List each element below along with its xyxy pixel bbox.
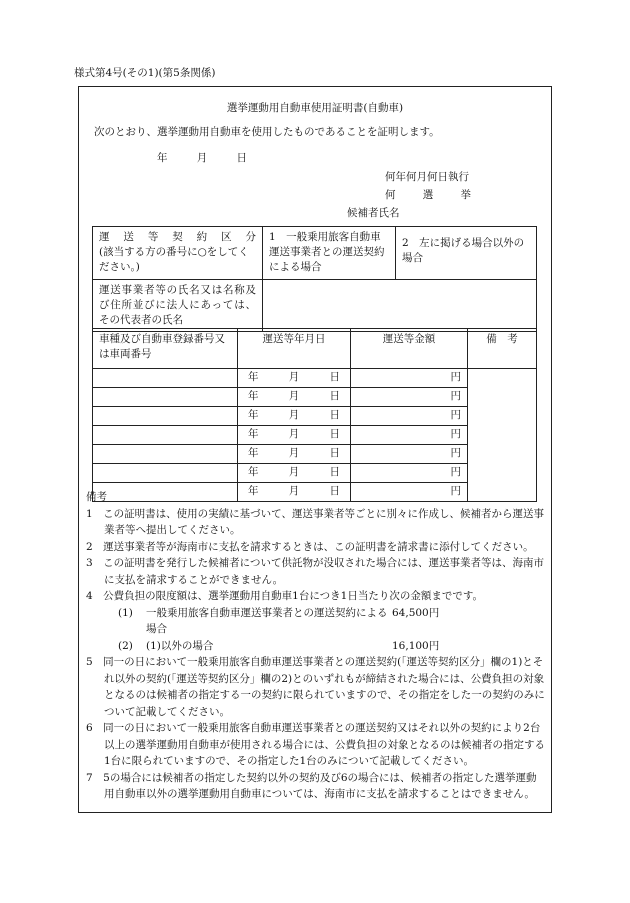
amount-cell[interactable]: 円 — [351, 445, 468, 464]
certificate-frame — [78, 86, 552, 813]
year-label: 年 — [157, 152, 168, 164]
vehicle-cell[interactable] — [93, 388, 238, 407]
amount-cell[interactable]: 円 — [351, 407, 468, 426]
contract-table — [92, 226, 537, 332]
date-cell[interactable]: 年 月 日 — [238, 483, 351, 502]
candidate-name-label: 候補者氏名 — [347, 207, 400, 219]
vehicle-cell[interactable] — [93, 426, 238, 445]
vehicle-cell[interactable] — [93, 464, 238, 483]
date-cell[interactable]: 年 月 日 — [238, 369, 351, 388]
vehicle-cell[interactable] — [93, 445, 238, 464]
amount-column-header: 運送等金額 — [351, 329, 468, 369]
date-cell[interactable]: 年 月 日 — [238, 464, 351, 483]
note-3: 3 この証明書を発行した候補者について供託物が没収された場合には、運送事業者等は、海南市に支払を請求することができません。 — [86, 557, 544, 586]
vehicle-cell[interactable] — [93, 369, 238, 388]
table-row — [93, 369, 537, 388]
date-cell[interactable]: 年 月 日 — [238, 445, 351, 464]
vehicle-cell[interactable] — [93, 407, 238, 426]
remarks-cell[interactable] — [468, 369, 537, 502]
note-1: 1 この証明書は、使用の実績に基づいて、運送事業者等ごとに別々に作成し、候補者から運送事業者等へ提出してください。 — [86, 507, 544, 536]
month-label: 月 — [196, 152, 208, 164]
intro-statement: 次のとおり、選挙運動用自動車を使用したものであることを証明します。 — [94, 126, 440, 138]
remarks-column-header: 備 考 — [468, 329, 537, 369]
date-cell[interactable]: 年 月 日 — [238, 426, 351, 445]
note-6: 6 同一の日において一般乗用旅客自動車運送事業者との運送契約又はそれ以外の契約により2台以上の選挙運動用自動車が使用される場合には、公費負担の対象となるのは候補者の指定する1台に限られていますので、その指定した1台のみについて記載してください。 — [86, 722, 545, 767]
vehicle-column-header: 車種及び自動車登録番号又は車両番号 — [93, 329, 238, 369]
limit-1: (1) 一般乗用旅客自動車運送事業者との運送契約による場合 64,500円 — [118, 606, 440, 635]
note-2: 2 運送事業者等が海南市に支払を請求するときは、この証明書を請求書に添付してください。 — [86, 540, 534, 553]
contract-type-label: 運送等契約区分 (該当する方の番号に○をしてください。) — [93, 227, 263, 280]
operator-name-field[interactable] — [263, 279, 537, 332]
amount-cell[interactable]: 円 — [351, 464, 468, 483]
notes-section — [86, 489, 545, 803]
notes-title: 備考 — [86, 491, 107, 503]
amount-cell[interactable]: 円 — [351, 388, 468, 407]
certification-date — [157, 151, 247, 166]
document-title: 選挙運動用自動車使用証明書(自動車) — [226, 102, 404, 114]
amount-cell[interactable]: 円 — [351, 369, 468, 388]
date-column-header: 運送等年月日 — [238, 329, 351, 369]
amount-cell[interactable]: 円 — [351, 483, 468, 502]
note-5: 5 同一の日において一般乗用旅客自動車運送事業者との運送契約(「運送等契約区分」欄の1)とそれ以外の契約(「運送等契約区分」欄の2)とのいずれもが締結された場合には、公費負担の対象となるのは候補者の指定する一の契約に限られていますので、その指定をした一の契約のみについて記載してください。 — [86, 656, 545, 718]
contract-option-2[interactable]: 2 左に掲げる場合以外の場合 — [396, 227, 537, 280]
contract-option-1[interactable]: 1 一般乗用旅客自動車運送事業者との運送契約による場合 — [263, 227, 396, 280]
election-name-label: 何 選 挙 — [385, 189, 471, 201]
limit-2: (2) (1)以外の場合 16,100円 — [118, 639, 440, 652]
form-number-label: 様式第4号(その1)(第5条関係) — [74, 67, 216, 79]
amount-cell[interactable]: 円 — [351, 426, 468, 445]
date-cell[interactable]: 年 月 日 — [238, 407, 351, 426]
operator-name-label: 運送事業者等の氏名又は名称及び住所並びに法人にあっては、その代表者の氏名 — [93, 279, 263, 332]
transport-record-table — [92, 328, 537, 502]
date-cell[interactable]: 年 月 日 — [238, 388, 351, 407]
note-4: 4 公費負担の限度額は、選挙運動用自動車1台につき1日当たり次の金額までです。 — [86, 590, 483, 602]
day-label: 日 — [236, 152, 247, 164]
election-date-label: 何年何月何日執行 — [385, 171, 469, 183]
note-7: 7 5の場合には候補者の指定した契約以外の契約及び6の場合には、候補者の指定した選挙運動用自動車以外の選挙運動用自動車については、海南市に支払を請求することはできません。 — [86, 771, 537, 800]
